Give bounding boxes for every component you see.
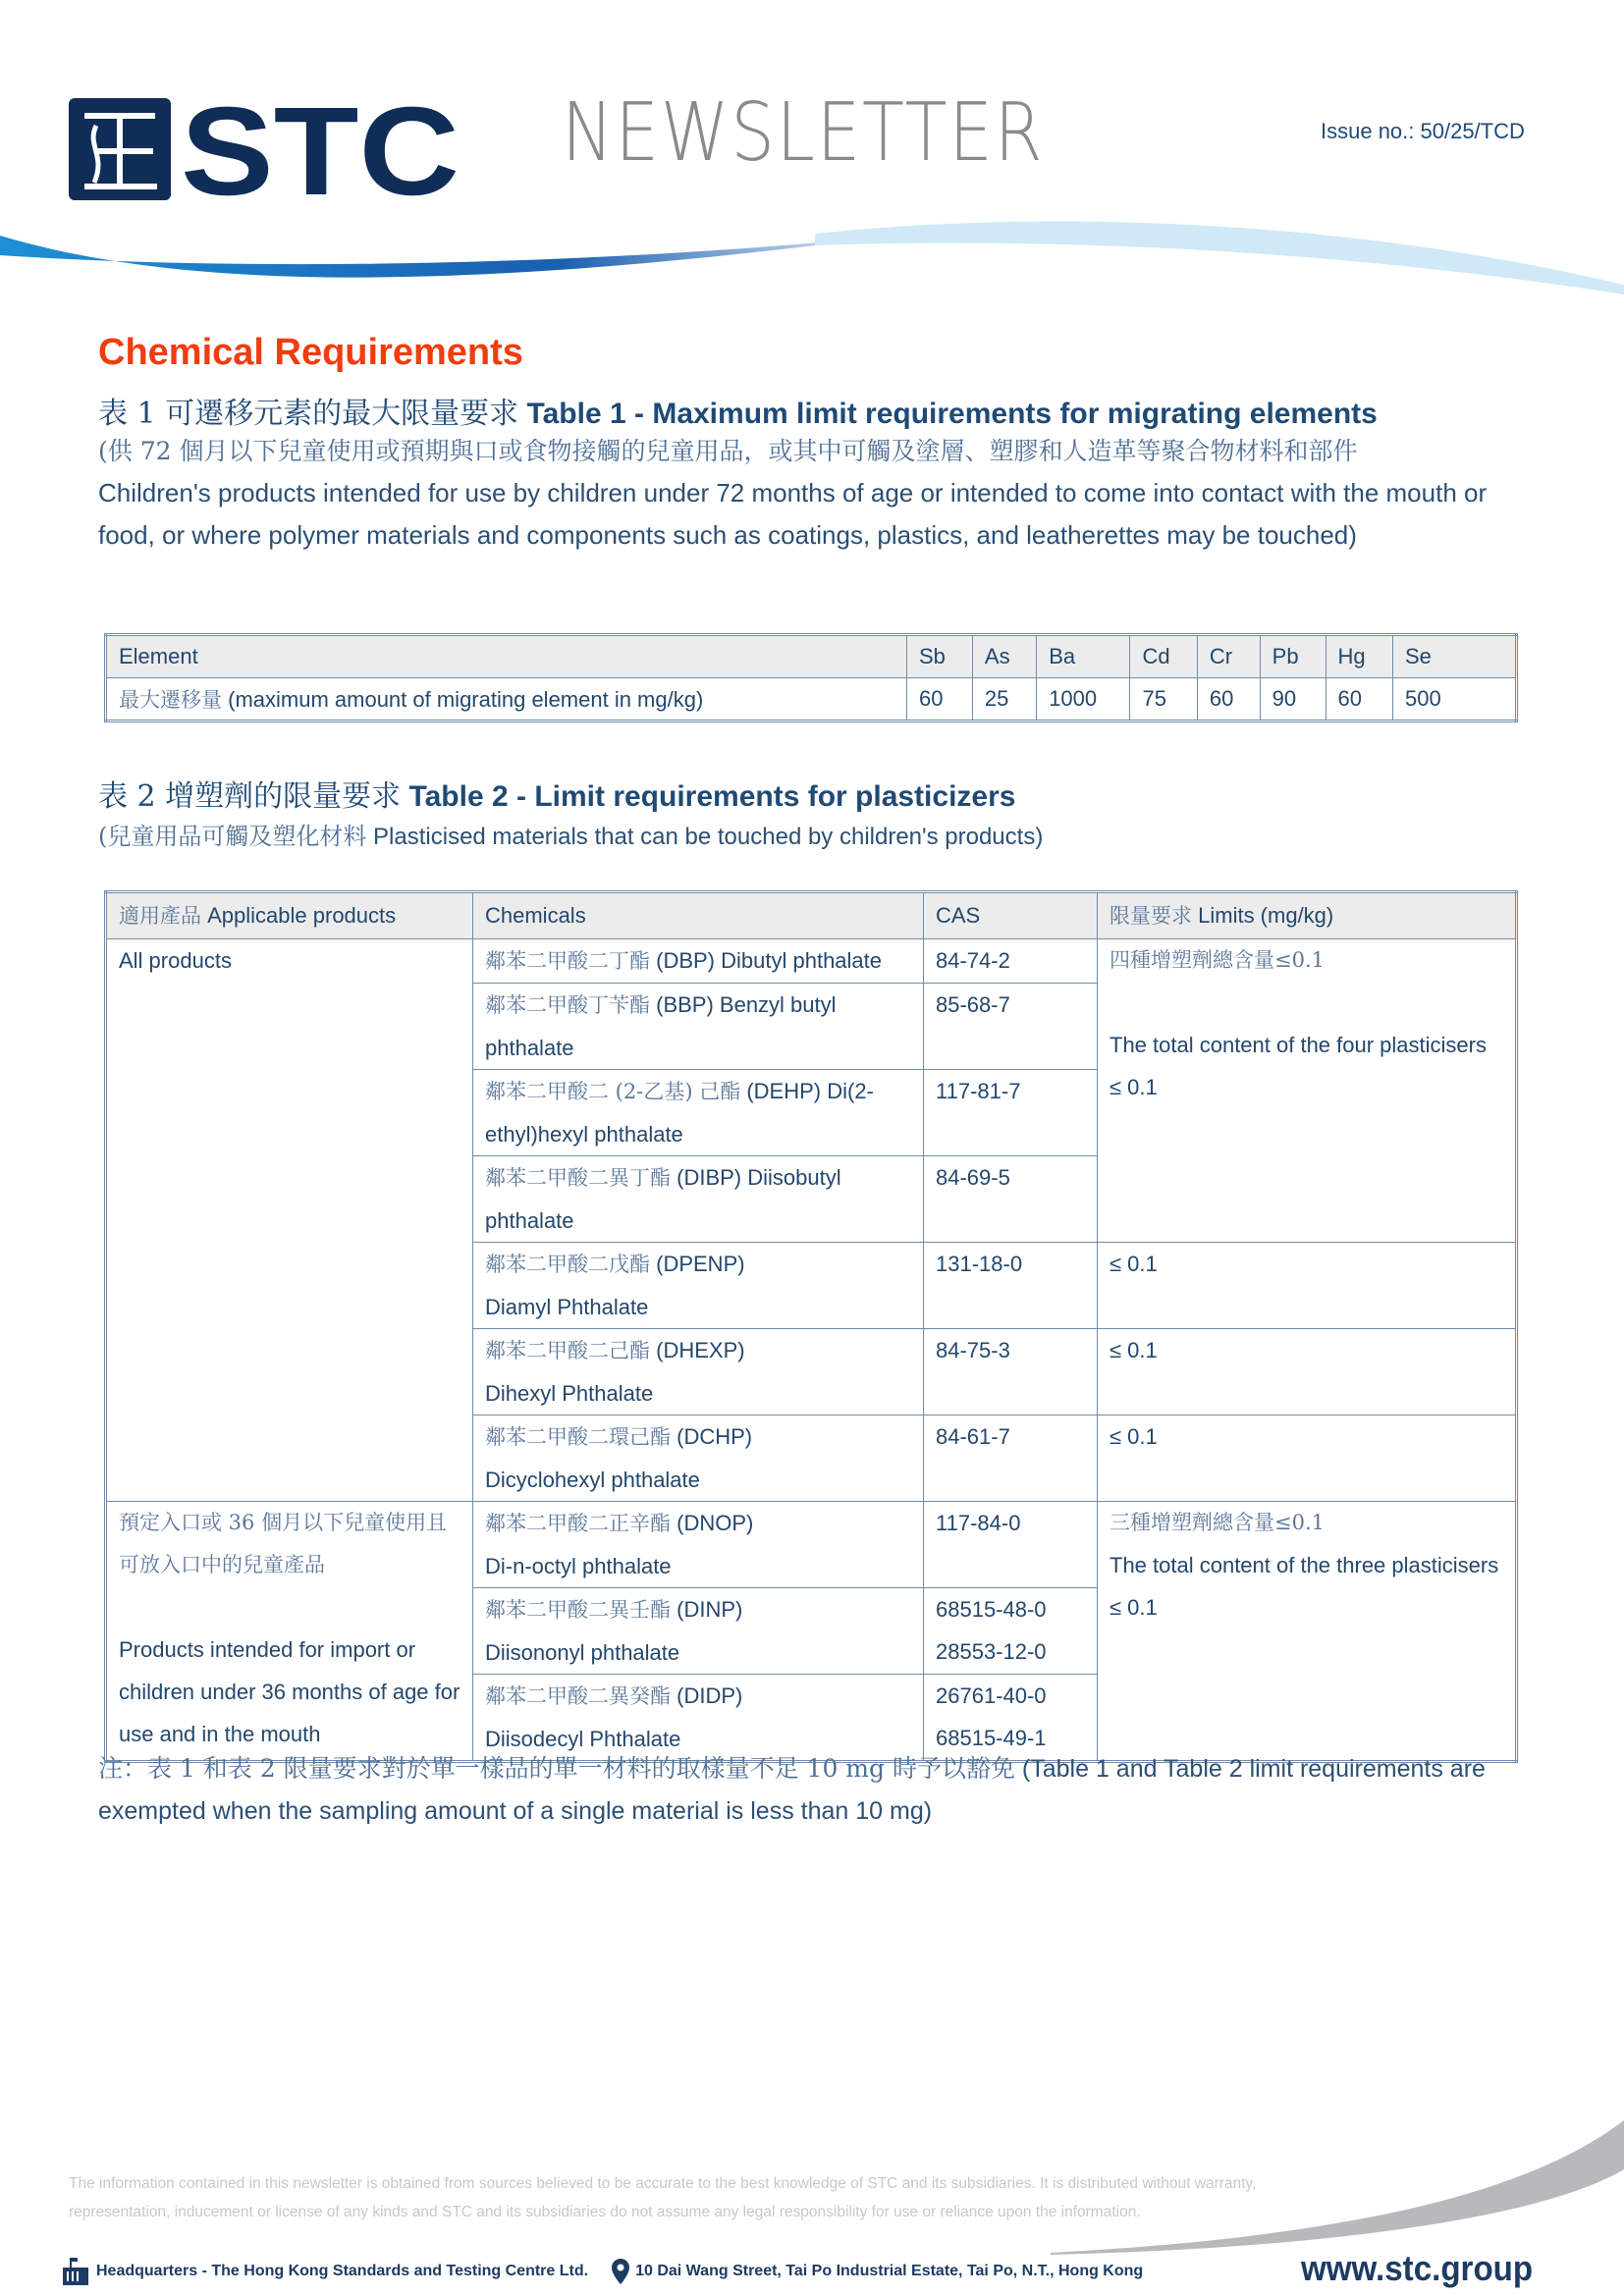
chemical-zh: 鄰苯二甲酸二異癸酯 [485, 1684, 671, 1708]
footer-swoosh-decoration [1031, 2120, 1624, 2258]
group2-product [106, 1502, 473, 1762]
table1-desc-en: Children's products intended for use by children under 72 months of age or intended to come into contact with the mouth or food, or where polymer materials and components such as coatings, plastics, and leatherettes may be touched) [98, 478, 1488, 550]
group1-product: All products [106, 939, 473, 1502]
element-pb: Pb [1260, 635, 1326, 678]
footer-headquarters [61, 2258, 588, 2285]
cas-bbp: 85-68-7 [924, 984, 1098, 1070]
table1-description [98, 430, 1542, 557]
cas-number: 26761-40-0 [936, 1683, 1047, 1708]
cas-dibp: 84-69-5 [924, 1156, 1098, 1243]
value-cr: 60 [1197, 678, 1260, 721]
chemical-code: (DNOP) [677, 1511, 754, 1535]
chemical-zh: 鄰苯二甲酸二己酯 [485, 1339, 650, 1362]
col-cas: CAS [924, 892, 1098, 939]
group2-limit-en: The total content of the three plasticisers ≤ 0.1 [1110, 1553, 1499, 1620]
cas-dpenp: 131-18-0 [924, 1243, 1098, 1329]
chemical-code: (DINP) [677, 1597, 743, 1622]
value-cd: 75 [1130, 678, 1197, 721]
value-se: 500 [1393, 678, 1517, 721]
table1-heading [98, 389, 1378, 432]
chemical-code: (DIDP) [677, 1683, 743, 1708]
chemical-zh: 鄰苯二甲酸二異壬酯 [485, 1598, 671, 1622]
col-limits [1098, 892, 1517, 939]
table1-desc-zh: (供 72 個月以下兒童使用或預期與口或食物接觸的兒童用品，或其中可觸及塗層、塑膠和人造革等聚合物材料和部件 [98, 437, 1358, 465]
chemical-zh: 鄰苯二甲酸二正辛酯 [485, 1512, 671, 1535]
headquarters-text: Headquarters - The Hong Kong Standards and Testing Centre Ltd. [96, 2263, 589, 2279]
chemical-dehp [473, 1070, 924, 1156]
row-label-en: (maximum amount of migrating element in mg/kg) [228, 687, 704, 712]
website-link[interactable]: www.stc.group [1301, 2248, 1534, 2288]
chemical-zh: 鄰苯二甲酸丁苄酯 [485, 993, 650, 1017]
chemical-en: (DIBP) Diisobutyl phthalate [485, 1165, 841, 1233]
element-as: As [972, 635, 1036, 678]
logo-wordmark: STC [181, 96, 460, 202]
table-row [106, 1502, 1517, 1588]
stc-logo [67, 96, 460, 202]
table2-desc-en: Plasticised materials that can be touched by children's products) [373, 824, 1044, 850]
chemical-dchp [473, 1415, 924, 1502]
chemical-en: Dihexyl Phthalate [485, 1381, 654, 1406]
chemical-en: (DBP) Dibutyl phthalate [656, 948, 883, 973]
table1-header-label: Element [106, 635, 907, 678]
cas-dinp [924, 1588, 1098, 1675]
table1-values-row [106, 678, 1517, 721]
chemical-en: (DEHP) Di(2-ethyl)hexyl phthalate [485, 1079, 874, 1147]
group1-limit-en: The total content of the four plasticisers ≤ 0.1 [1110, 1033, 1487, 1099]
value-pb: 90 [1260, 678, 1326, 721]
table1-heading-zh: 表 1 可遷移元素的最大限量要求 [98, 397, 519, 431]
chemical-dhexp [473, 1329, 924, 1415]
chemical-en: Dicyclohexyl phthalate [485, 1468, 700, 1492]
chemical-en: Diisodecyl Phthalate [485, 1727, 681, 1751]
cas-dchp: 84-61-7 [924, 1415, 1098, 1502]
chemical-code: (DHEXP) [656, 1338, 745, 1362]
group2-product-en: Products intended for import or children under 36 months of age for use and in the mouth [119, 1637, 460, 1746]
cas-number: 68515-49-1 [936, 1726, 1047, 1750]
chemical-zh: 鄰苯二甲酸二環己酯 [485, 1425, 671, 1449]
table2-header-row [106, 892, 1517, 939]
table1-header-row [106, 635, 1517, 678]
chemical-dibp [473, 1156, 924, 1243]
chemical-zh: 鄰苯二甲酸二異丁酯 [485, 1166, 671, 1190]
section-title: Chemical Requirements [98, 332, 523, 373]
chemical-code: (DCHP) [677, 1424, 753, 1449]
chemical-zh: 鄰苯二甲酸二戊酯 [485, 1253, 650, 1276]
table2-heading [98, 772, 1015, 815]
table2-heading-en: Table 2 - Limit requirements for plasticizers [408, 780, 1016, 813]
cas-dehp: 117-81-7 [924, 1070, 1098, 1156]
value-ba: 1000 [1037, 678, 1130, 721]
table-row [106, 939, 1517, 984]
cas-dnop: 117-84-0 [924, 1502, 1098, 1588]
chemical-dbp [473, 939, 924, 984]
newsletter-title: NEWSLETTER [562, 86, 1045, 180]
cas-dhexp: 84-75-3 [924, 1329, 1098, 1415]
table2-heading-zh: 表 2 增塑劑的限量要求 [98, 779, 402, 814]
cas-dbp: 84-74-2 [924, 939, 1098, 984]
element-ba: Ba [1037, 635, 1130, 678]
chemical-bbp [473, 984, 924, 1070]
row-label-zh: 最大遷移量 [119, 688, 222, 712]
limit-dchp: ≤ 0.1 [1098, 1415, 1517, 1502]
group2-limit-zh: 三種增塑劑總含量≤0.1 [1110, 1511, 1325, 1534]
col-chemicals: Chemicals [473, 892, 924, 939]
chemical-dpenp [473, 1243, 924, 1329]
group1-limit-zh: 四種增塑劑總含量≤0.1 [1110, 948, 1325, 972]
table-note [98, 1747, 1542, 1833]
cas-number: 28553-12-0 [936, 1639, 1047, 1664]
value-hg: 60 [1326, 678, 1392, 721]
chemical-zh: 鄰苯二甲酸二丁酯 [485, 949, 650, 973]
element-se: Se [1393, 635, 1517, 678]
note-zh: 注：表 1 和表 2 限量要求對於單一樣品的單一材料的取樣量不足 10 mg 時予以豁免 [98, 1754, 1015, 1783]
footer-address [612, 2259, 1143, 2284]
value-as: 25 [972, 678, 1036, 721]
header-swoosh-decoration [0, 216, 1624, 294]
value-sb: 60 [907, 678, 973, 721]
element-cr: Cr [1197, 635, 1260, 678]
cas-number: 68515-48-0 [936, 1597, 1047, 1622]
group2-product-zh: 預定入口或 36 個月以下兒童使用且可放入口中的兒童產品 [119, 1511, 448, 1576]
chemical-en: Diamyl Phthalate [485, 1295, 649, 1319]
limit-dpenp: ≤ 0.1 [1098, 1243, 1517, 1329]
disclaimer: The information contained in this newsletter is obtained from sources believed to be accurate to the best knowledge of STC and its subsidiaries. It is distributed without warranty, representation, inducement or license of any kinds and STC and its subsidiaries do not assume any legal responsibility for use or reliance upon the information. [69, 2175, 1257, 2220]
element-cd: Cd [1130, 635, 1197, 678]
chemical-en: (BBP) Benzyl butyl phthalate [485, 992, 837, 1060]
table1-row-label [106, 678, 907, 721]
table2-description [98, 817, 1043, 851]
issue-number: Issue no.: 50/25/TCD [1321, 119, 1525, 143]
chemical-en: Di-n-octyl phthalate [485, 1554, 672, 1578]
chemical-code: (DPENP) [656, 1252, 745, 1276]
group1-limit [1098, 939, 1517, 1243]
limit-dhexp: ≤ 0.1 [1098, 1329, 1517, 1415]
building-icon [61, 2258, 90, 2285]
chemical-dnop [473, 1502, 924, 1588]
chemical-dinp [473, 1588, 924, 1675]
table1-migrating-elements [104, 633, 1518, 722]
table2-desc-zh: (兒童用品可觸及塑化材料 [98, 823, 367, 850]
col-limits-zh: 限量要求 [1110, 904, 1192, 928]
note-en: (Table 1 and Table 2 limit requirements are exempted when the sampling amount of a single material is less than 10 mg) [98, 1755, 1486, 1825]
col-applicable-products [106, 892, 473, 939]
location-pin-icon [612, 2259, 629, 2284]
table1-heading-en: Table 1 - Maximum limit requirements for migrating elements [526, 398, 1378, 430]
group2-limit [1098, 1502, 1517, 1762]
col-products-en: Applicable products [207, 903, 397, 928]
element-hg: Hg [1326, 635, 1392, 678]
col-products-zh: 適用產品 [119, 904, 201, 928]
address-text: 10 Dai Wang Street, Tai Po Industrial Estate, Tai Po, N.T., Hong Kong [635, 2263, 1144, 2279]
chemical-en: Diisononyl phthalate [485, 1640, 680, 1665]
element-sb: Sb [907, 635, 973, 678]
col-limits-en: Limits (mg/kg) [1198, 903, 1334, 928]
table2-plasticizers [104, 890, 1518, 1763]
chemical-zh: 鄰苯二甲酸二 (2-乙基) 己酯 [485, 1080, 741, 1103]
